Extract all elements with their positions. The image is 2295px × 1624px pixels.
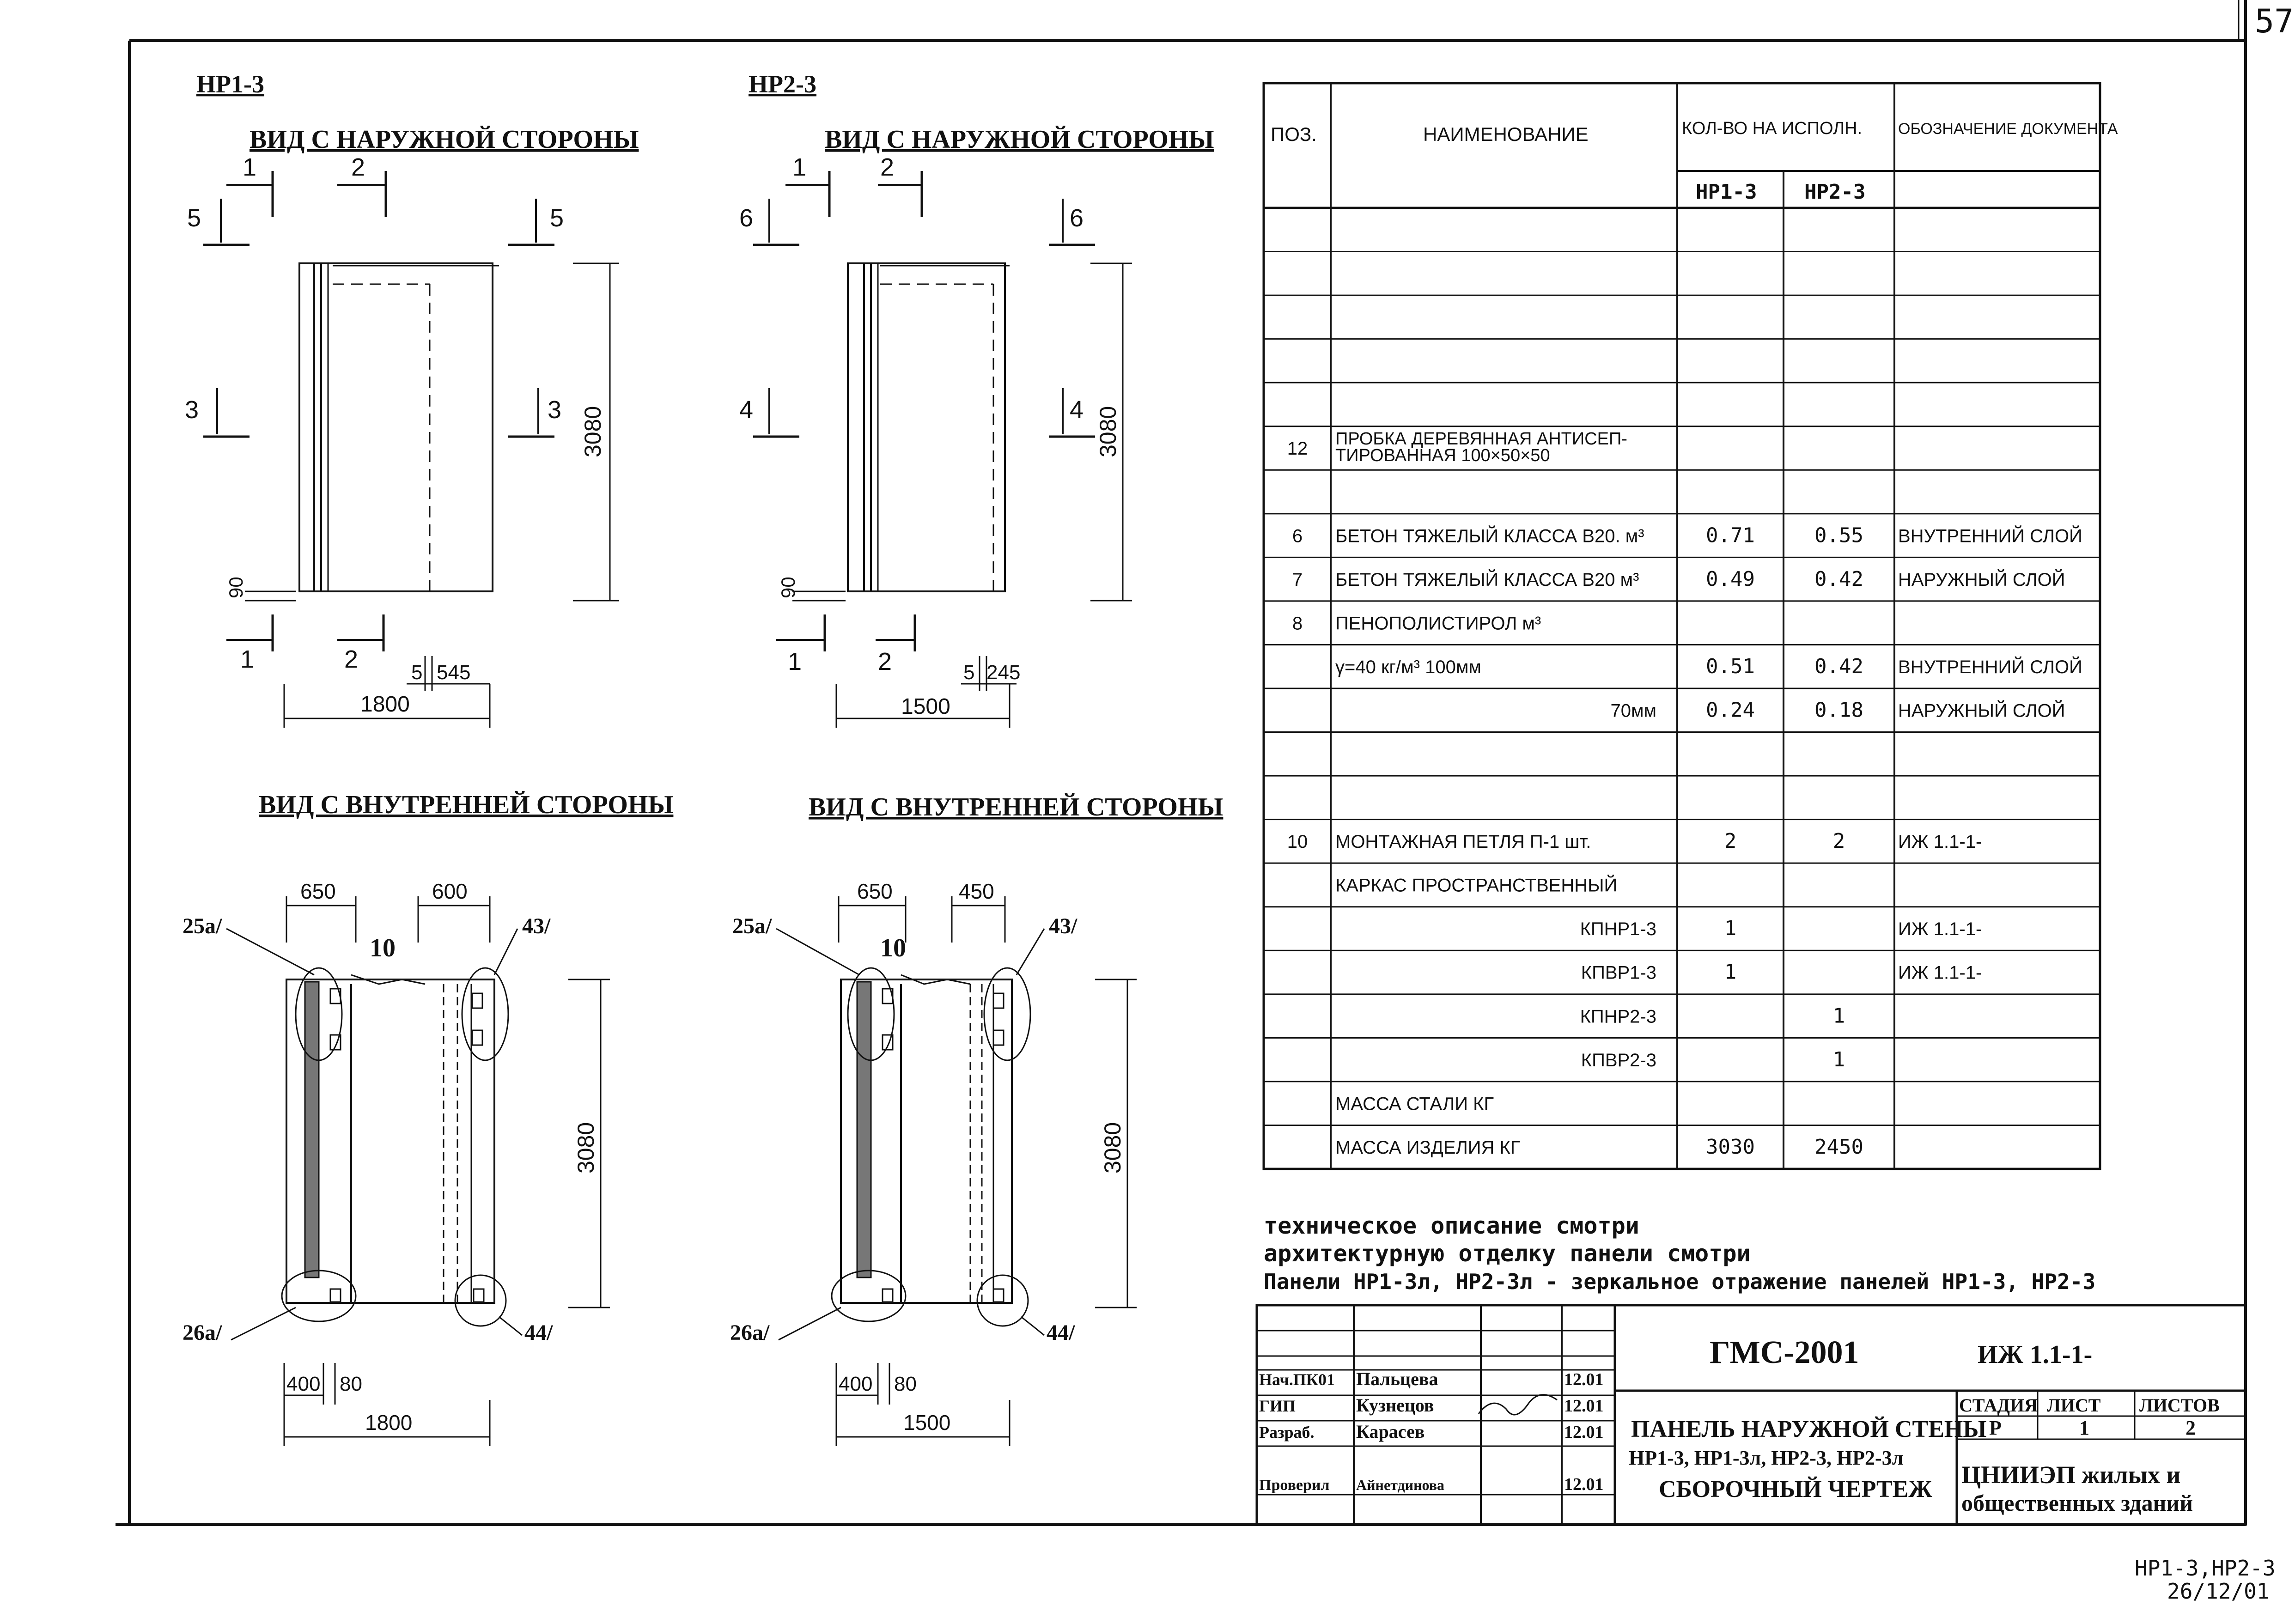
table-cell: ВНУТРЕННИЙ СЛОЙ (1898, 657, 2082, 677)
table-cell: 6 (1292, 526, 1303, 547)
dim-label: 650 (857, 879, 893, 903)
note-line: архитектурную отделку панели смотри (1264, 1240, 1751, 1267)
table-cell: ИЖ 1.1-1- (1898, 919, 1982, 940)
dim-label: 1800 (365, 1411, 413, 1435)
table-cell: γ=40 кг/м³ 100мм (1335, 657, 1481, 677)
title-block (1257, 1305, 2246, 1525)
section-mark: 1 (788, 648, 802, 675)
section-mark: 3 (185, 396, 199, 424)
section-mark: 2 (344, 645, 359, 673)
dim-label: 545 (437, 661, 471, 684)
table-cell: КПВР1-3 (1581, 962, 1656, 983)
section-mark: 5 (187, 204, 201, 232)
table-cell: 0.51 (1706, 654, 1755, 678)
callout-label: 44/ (1047, 1320, 1075, 1345)
signature (1479, 1395, 1557, 1415)
dim-label: 90 (777, 577, 799, 598)
callout-label: 25а/ (732, 914, 772, 938)
dim-label: 600 (432, 879, 468, 903)
title-line: НР1-3, НР1-3л, НР2-3, НР2-3л (1629, 1447, 1904, 1469)
staff-name: Карасев (1356, 1421, 1425, 1442)
table-cell: КПНР2-3 (1580, 1006, 1656, 1027)
dim-label: 245 (986, 661, 1021, 684)
page-number: 57 (2255, 2, 2294, 40)
table-cell: БЕТОН ТЯЖЕЛЫЙ КЛАССА В20 м³ (1335, 569, 1639, 590)
table-cell: 12 (1287, 438, 1308, 459)
table-cell: НАРУЖНЫЙ СЛОЙ (1898, 700, 2065, 721)
table-cell: ВНУТРЕННИЙ СЛОЙ (1898, 526, 2082, 547)
sheets-label: ЛИСТОВ (2139, 1395, 2220, 1416)
th-col2: НР2-3 (1804, 180, 1866, 204)
left-inner-title: ВИД С ВНУТРЕННЕЙ СТОРОНЫ (259, 791, 674, 819)
right-mark: НР2-3 (749, 70, 816, 98)
table-cell: 2450 (1814, 1135, 1863, 1159)
title-line: ПАНЕЛЬ НАРУЖНОЙ СТЕНЫ (1631, 1416, 1987, 1442)
right-outer-title: ВИД С НАРУЖНОЙ СТОРОНЫ (825, 125, 1214, 154)
section-mark: 6 (739, 204, 754, 232)
right-height-dim: 3080 (1095, 406, 1121, 457)
table-cell: 1 (1832, 1047, 1845, 1071)
th-col1: НР1-3 (1696, 180, 1757, 204)
project-code: ГМС-2001 (1710, 1335, 1859, 1370)
callout-label: 26а/ (183, 1320, 222, 1345)
table-cell: 0.49 (1706, 567, 1755, 591)
callout-label: 43/ (1049, 914, 1077, 938)
dim-label: 10 (370, 934, 396, 962)
note-line: Панели НР1-3л, НР2-3л - зеркальное отражение панелей НР1-3, НР2-3 (1264, 1269, 2096, 1294)
org-line: ЦНИИЭП жилых и (1961, 1461, 2181, 1489)
dim-label: 80 (340, 1373, 362, 1395)
staff-date: 12.01 (1564, 1475, 1604, 1494)
table-cell: МОНТАЖНАЯ ПЕТЛЯ П-1 шт. (1335, 832, 1591, 852)
staff-role: ГИП (1259, 1397, 1296, 1415)
table-cell: ПРОБКА ДЕРЕВЯННАЯ АНТИСЕП- (1335, 429, 1627, 449)
staff-date: 12.01 (1564, 1396, 1604, 1416)
table-cell: 7 (1292, 569, 1303, 590)
table-cell: 1 (1724, 960, 1737, 984)
table-cell: МАССА СТАЛИ КГ (1335, 1094, 1494, 1114)
stage-label: СТАДИЯ (1959, 1395, 2038, 1416)
org-line: общественных зданий (1961, 1490, 2193, 1516)
section-mark: 1 (792, 153, 807, 181)
section-mark: 2 (878, 648, 892, 675)
staff-role: Разраб. (1259, 1423, 1315, 1442)
sheet-value: 1 (2079, 1417, 2089, 1439)
staff-name: Айнетдинова (1356, 1477, 1445, 1493)
table-cell: 0.55 (1814, 523, 1863, 547)
section-mark: 3 (548, 396, 562, 424)
left-mark: НР1-3 (196, 70, 264, 98)
footer-line2: 26/12/01 (2167, 1579, 2270, 1604)
section-mark: 1 (243, 153, 257, 181)
right-inner-title: ВИД С ВНУТРЕННЕЙ СТОРОНЫ (809, 793, 1224, 821)
dim-label: 80 (894, 1373, 917, 1395)
table-cell: ТИРОВАННАЯ 100×50×50 (1335, 446, 1550, 466)
staff-date: 12.01 (1564, 1423, 1604, 1442)
table-cell: КПНР1-3 (1580, 919, 1656, 940)
staff-name: Кузнецов (1356, 1395, 1434, 1416)
staff-date: 12.01 (1564, 1370, 1604, 1389)
table-cell: 0.42 (1814, 567, 1863, 591)
dim-label: 450 (959, 879, 994, 903)
dim-label: 5 (963, 661, 975, 684)
table-cell: 70мм (1610, 700, 1656, 721)
table-cell: 0.18 (1814, 698, 1863, 722)
left-height-dim: 3080 (580, 406, 606, 457)
table-cell: 8 (1292, 613, 1303, 634)
right-inner-view (730, 793, 1223, 1446)
th-doc: ОБОЗНАЧЕНИЕ ДОКУМЕНТА (1898, 120, 2118, 138)
table-cell: 0.71 (1706, 523, 1755, 547)
table-cell: 0.42 (1814, 654, 1863, 678)
th-name: НАИМЕНОВАНИЕ (1423, 123, 1589, 145)
callout-label: 25а/ (183, 914, 222, 938)
dim-label: 400 (286, 1373, 321, 1395)
th-qty: КОЛ-ВО НА ИСПОЛН. (1682, 119, 1863, 138)
section-mark: 2 (351, 153, 365, 181)
dim-label: 10 (880, 934, 906, 962)
note-line: техническое описание смотри (1264, 1212, 1639, 1239)
spec-table (1264, 83, 2118, 1169)
right-outer-view (739, 70, 1214, 728)
dim-label: 650 (300, 879, 336, 903)
th-pos: ПОЗ. (1271, 123, 1317, 145)
dim-label: 400 (839, 1373, 873, 1395)
table-cell: ПЕНОПОЛИСТИРОЛ м³ (1335, 613, 1541, 634)
table-cell: КПВР2-3 (1581, 1050, 1656, 1071)
left-outer-view (185, 70, 639, 728)
table-cell: ИЖ 1.1-1- (1898, 962, 1982, 983)
section-mark: 5 (550, 204, 564, 232)
table-cell: КАРКАС ПРОСТРАНСТВЕННЫЙ (1335, 875, 1618, 896)
table-cell: 0.24 (1706, 698, 1755, 722)
left-inner-view (183, 791, 673, 1446)
dim-label: 3080 (573, 1122, 599, 1174)
dim-label: 5 (411, 661, 423, 684)
stage-value: Р (1989, 1417, 2002, 1439)
table-cell: 1 (1724, 917, 1737, 941)
table-cell: БЕТОН ТЯЖЕЛЫЙ КЛАССА В20. м³ (1335, 526, 1644, 547)
table-cell: ИЖ 1.1-1- (1898, 832, 1982, 852)
table-cell: МАССА ИЗДЕЛИЯ КГ (1335, 1137, 1521, 1158)
section-mark: 4 (739, 396, 754, 424)
footer-line1: НР1-3,НР2-3 (2135, 1556, 2276, 1581)
dim-label: 3080 (1100, 1122, 1126, 1174)
table-cell: 10 (1287, 832, 1308, 852)
sheet-frame (116, 0, 2294, 1525)
dim-label: 90 (225, 577, 247, 598)
callout-label: 43/ (522, 914, 551, 938)
notes (1264, 1212, 2095, 1294)
sheet-label: ЛИСТ (2047, 1395, 2101, 1416)
callout-label: 26а/ (730, 1320, 770, 1345)
table-cell: 3030 (1706, 1135, 1755, 1159)
doc-code: ИЖ 1.1-1- (1978, 1340, 2093, 1369)
staff-role: Нач.ПК01 (1259, 1370, 1335, 1389)
callout-label: 44/ (524, 1320, 553, 1345)
section-mark: 6 (1070, 204, 1084, 232)
section-mark: 4 (1070, 396, 1084, 424)
table-cell: 1 (1832, 1004, 1845, 1028)
staff-name: Пальцева (1356, 1369, 1438, 1389)
title-line: СБОРОЧНЫЙ ЧЕРТЕЖ (1659, 1476, 1932, 1502)
left-outer-title: ВИД С НАРУЖНОЙ СТОРОНЫ (250, 125, 639, 154)
table-cell: 2 (1724, 829, 1737, 853)
dim-label: 1500 (903, 1411, 951, 1435)
sheets-value: 2 (2185, 1417, 2196, 1439)
spec-rows (1264, 252, 2100, 1159)
right-width-dim: 1500 (901, 694, 950, 719)
section-mark: 2 (880, 153, 895, 181)
section-mark: 1 (240, 645, 255, 673)
table-cell: НАРУЖНЫЙ СЛОЙ (1898, 569, 2065, 590)
staff-role: Проверил (1259, 1477, 1330, 1494)
table-cell: 2 (1832, 829, 1845, 853)
left-width-dim: 1800 (360, 692, 410, 717)
